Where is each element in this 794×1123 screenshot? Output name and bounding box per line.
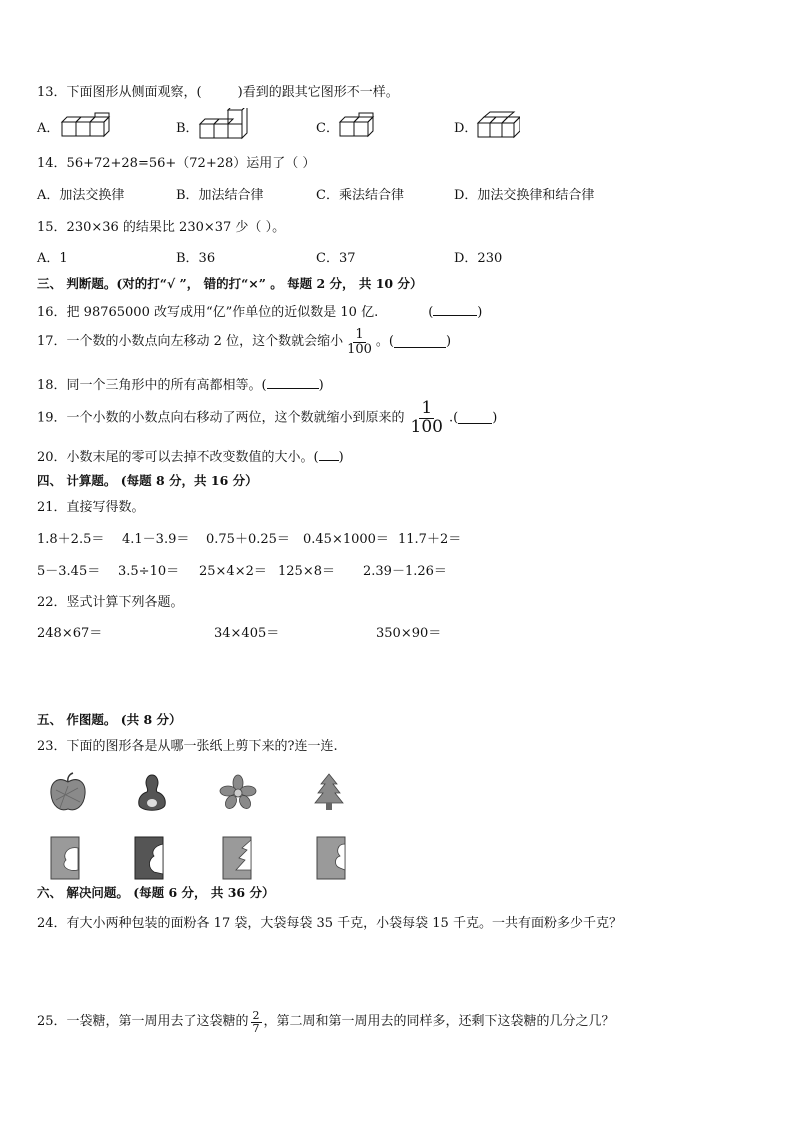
q20-answer-blank[interactable]	[319, 449, 339, 461]
q16-answer-blank[interactable]	[433, 304, 477, 316]
tree-shape-icon[interactable]	[312, 772, 346, 812]
q17-answer-blank[interactable]	[394, 336, 446, 348]
q15-option-d[interactable]: D．230	[454, 251, 503, 266]
q21-item: 11.7＋2＝	[398, 532, 462, 547]
q21-item: 0.45×1000＝	[303, 532, 389, 547]
paper-cutout-2-icon[interactable]	[134, 836, 164, 880]
q25-fraction: $\frac{2}{7}$	[252, 1009, 260, 1035]
q21-item: 4.1－3.9＝	[122, 532, 190, 547]
q24-question: 24．有大小两种包装的面粉各 17 袋，大袋每袋 35 千克，小袋每袋 15 千克。一共有面粉多少千克？	[37, 916, 622, 931]
q19-answer-blank[interactable]	[458, 412, 492, 424]
apple-shape-icon[interactable]	[48, 772, 88, 814]
cubes-figure-d-icon	[476, 110, 520, 140]
q25-question: 25．一袋糖，第一周用去了这袋糖的 $\frac{2}{7}$ ，第二周和第一周用去的同样多，还剩下这袋糖的几分之几？	[37, 1009, 615, 1035]
q14-option-a[interactable]: A．加法交换律	[37, 188, 125, 203]
q17-question: 17．一个数的小数点向左移动 2 位，这个数就会缩小 $\frac{1}{100}$ 。( )	[37, 327, 452, 357]
q21-item: 2.39－1.26＝	[363, 564, 447, 579]
section-5-heading: 五、 作图题。 (共 8 分）	[37, 712, 182, 727]
q15-question: 15．230×36 的结果比 230×37 少（ ）。	[37, 220, 286, 235]
q18-question: 18．同一个三角形中的所有高都相等。( )	[37, 378, 324, 393]
q21-item: 3.5÷10＝	[118, 564, 180, 579]
q22-item: 34×405＝	[214, 626, 280, 641]
cubes-figure-c-icon	[338, 112, 380, 138]
q19-question: 19．一个小数的小数点向右移动了两位，这个数就缩小到原来的 $\frac{1}{100}$ .( )	[37, 398, 498, 437]
q13-option-b[interactable]: B．	[176, 121, 199, 136]
q14-option-b[interactable]: B．加法结合律	[176, 188, 264, 203]
q13-question: 13．下面图形从侧面观察，( )看到的跟其它图形不一样。	[37, 85, 399, 100]
gourd-shape-icon[interactable]	[134, 772, 170, 814]
q13-option-d[interactable]: D．	[454, 121, 478, 136]
q18-answer-blank[interactable]	[267, 377, 319, 389]
flower-shape-icon[interactable]	[218, 774, 258, 810]
q15-option-c[interactable]: C．37	[316, 251, 356, 266]
section-6-heading: 六、 解决问题。 (每题 6 分， 共 36 分）	[37, 885, 275, 900]
q14-question: 14．56+72+28=56+（72+28）运用了（ ）	[37, 156, 316, 171]
section-4-heading: 四、 计算题。 (每题 8 分，共 16 分）	[37, 473, 258, 488]
q21-item: 0.75＋0.25＝	[206, 532, 290, 547]
q23-question: 23．下面的图形各是从哪一张纸上剪下来的?连一连.	[37, 739, 338, 754]
q17-fraction: $\frac{1}{100}$	[347, 327, 372, 357]
section-3-heading: 三、 判断题。(对的打“√ ”， 错的打“×” 。 每题 2 分， 共 10 分）	[37, 276, 423, 291]
q22-item: 350×90＝	[376, 626, 442, 641]
q16-question: 16．把 98765000 改写成用“亿”作单位的近似数是 10 亿. ( )	[37, 305, 483, 320]
q21-item: 5－3.45＝	[37, 564, 101, 579]
q21-item: 25×4×2＝	[199, 564, 267, 579]
q21-item: 125×8＝	[278, 564, 335, 579]
paper-cutout-1-icon[interactable]	[50, 836, 80, 880]
q22-question: 22．竖式计算下列各题。	[37, 595, 184, 610]
q15-option-b[interactable]: B．36	[176, 251, 216, 266]
q20-question: 20．小数末尾的零可以去掉不改变数值的大小。( )	[37, 450, 344, 465]
q19-fraction: $\frac{1}{100}$	[410, 398, 443, 437]
q14-option-c[interactable]: C．乘法结合律	[316, 188, 404, 203]
q14-option-d[interactable]: D．加法交换律和结合律	[454, 188, 595, 203]
cubes-figure-b-icon	[198, 108, 250, 140]
paper-cutout-4-icon[interactable]	[316, 836, 346, 880]
q15-option-a[interactable]: A．1	[37, 251, 68, 266]
paper-cutout-3-icon[interactable]	[222, 836, 252, 880]
q21-question: 21．直接写得数。	[37, 500, 145, 515]
q13-option-c[interactable]: C．	[316, 121, 339, 136]
q21-item: 1.8＋2.5＝	[37, 532, 105, 547]
q22-item: 248×67＝	[37, 626, 103, 641]
q13-option-a[interactable]: A．	[37, 121, 60, 136]
cubes-figure-a-icon	[60, 112, 112, 138]
